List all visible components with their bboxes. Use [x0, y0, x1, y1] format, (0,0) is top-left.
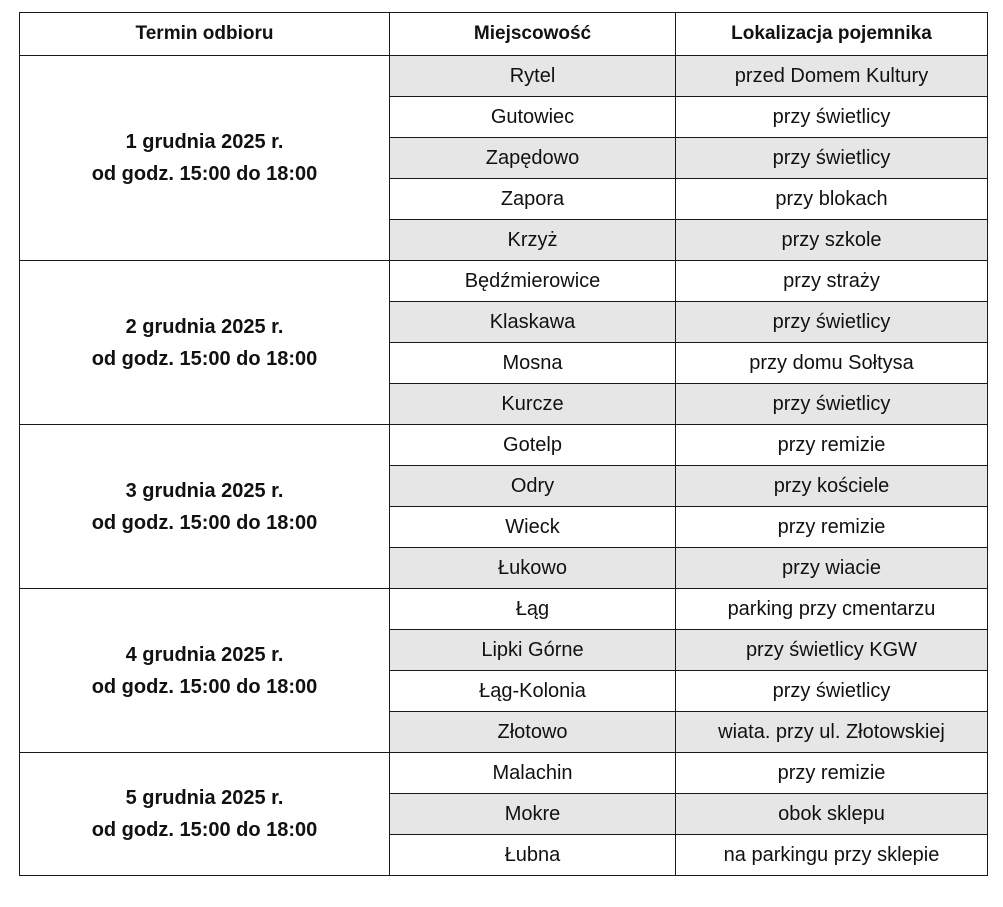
- place-cell: Zapędowo: [390, 138, 676, 179]
- place-cell: Malachin: [390, 753, 676, 794]
- header-place: Miejscowość: [390, 13, 676, 56]
- location-cell: parking przy cmentarzu: [676, 589, 988, 630]
- term-date: 2 grudnia 2025 r.: [125, 315, 284, 338]
- place-cell: Kurcze: [390, 384, 676, 425]
- place-cell: Zapora: [390, 179, 676, 220]
- location-cell: przy wiacie: [676, 548, 988, 589]
- place-cell: Mosna: [390, 343, 676, 384]
- location-cell: przy remizie: [676, 507, 988, 548]
- table-row: [20, 261, 988, 302]
- term-date: 4 grudnia 2025 r.: [125, 643, 284, 666]
- place-cell: Klaskawa: [390, 302, 676, 343]
- place-cell: Wieck: [390, 507, 676, 548]
- location-cell: przed Domem Kultury: [676, 56, 988, 97]
- place-cell: Złotowo: [390, 712, 676, 753]
- place-cell: Łubna: [390, 835, 676, 876]
- schedule-body: [20, 56, 988, 876]
- location-cell: wiata. przy ul. Złotowskiej: [676, 712, 988, 753]
- term-date: 1 grudnia 2025 r.: [125, 131, 284, 153]
- place-cell: Będźmierowice: [390, 261, 676, 302]
- place-cell: Krzyż: [390, 220, 676, 261]
- term-hours: od godz. 15:00 do 18:00: [91, 819, 318, 841]
- location-cell: przy kościele: [676, 466, 988, 507]
- location-cell: przy blokach: [676, 179, 988, 220]
- location-cell: przy świetlicy: [676, 302, 988, 343]
- term-date: 5 grudnia 2025 r.: [125, 787, 284, 809]
- place-cell: Łąg-Kolonia: [390, 671, 676, 712]
- header-location: Lokalizacja pojemnika: [676, 13, 988, 56]
- location-cell: przy remizie: [676, 425, 988, 466]
- location-cell: przy świetlicy: [676, 671, 988, 712]
- term-cell: [20, 753, 390, 876]
- table-row: [20, 753, 988, 794]
- term-cell: [20, 425, 390, 589]
- table-row: [20, 425, 988, 466]
- term-cell: [20, 56, 390, 261]
- location-cell: przy domu Sołtysa: [676, 343, 988, 384]
- location-cell: na parkingu przy sklepie: [676, 835, 988, 876]
- place-cell: Łąg: [390, 589, 676, 630]
- location-cell: przy szkole: [676, 220, 988, 261]
- term-cell: [20, 261, 390, 425]
- place-cell: Łukowo: [390, 548, 676, 589]
- location-cell: przy straży: [676, 261, 988, 302]
- term-hours: od godz. 15:00 do 18:00: [91, 347, 318, 370]
- header-term: Termin odbioru: [20, 13, 390, 56]
- place-cell: Mokre: [390, 794, 676, 835]
- place-cell: Lipki Górne: [390, 630, 676, 671]
- header-row: [20, 13, 988, 56]
- location-cell: obok sklepu: [676, 794, 988, 835]
- place-cell: Rytel: [390, 56, 676, 97]
- location-cell: przy świetlicy KGW: [676, 630, 988, 671]
- location-cell: przy świetlicy: [676, 97, 988, 138]
- term-hours: od godz. 15:00 do 18:00: [91, 675, 318, 698]
- term-hours: od godz. 15:00 do 18:00: [91, 163, 318, 185]
- location-cell: przy świetlicy: [676, 138, 988, 179]
- place-cell: Gutowiec: [390, 97, 676, 138]
- term-date: 3 grudnia 2025 r.: [125, 479, 284, 502]
- term-hours: od godz. 15:00 do 18:00: [91, 511, 318, 534]
- location-cell: przy świetlicy: [676, 384, 988, 425]
- table-row: [20, 589, 988, 630]
- location-cell: przy remizie: [676, 753, 988, 794]
- collection-schedule-table: [19, 12, 988, 876]
- place-cell: Odry: [390, 466, 676, 507]
- place-cell: Gotelp: [390, 425, 676, 466]
- table-row: [20, 56, 988, 97]
- term-cell: [20, 589, 390, 753]
